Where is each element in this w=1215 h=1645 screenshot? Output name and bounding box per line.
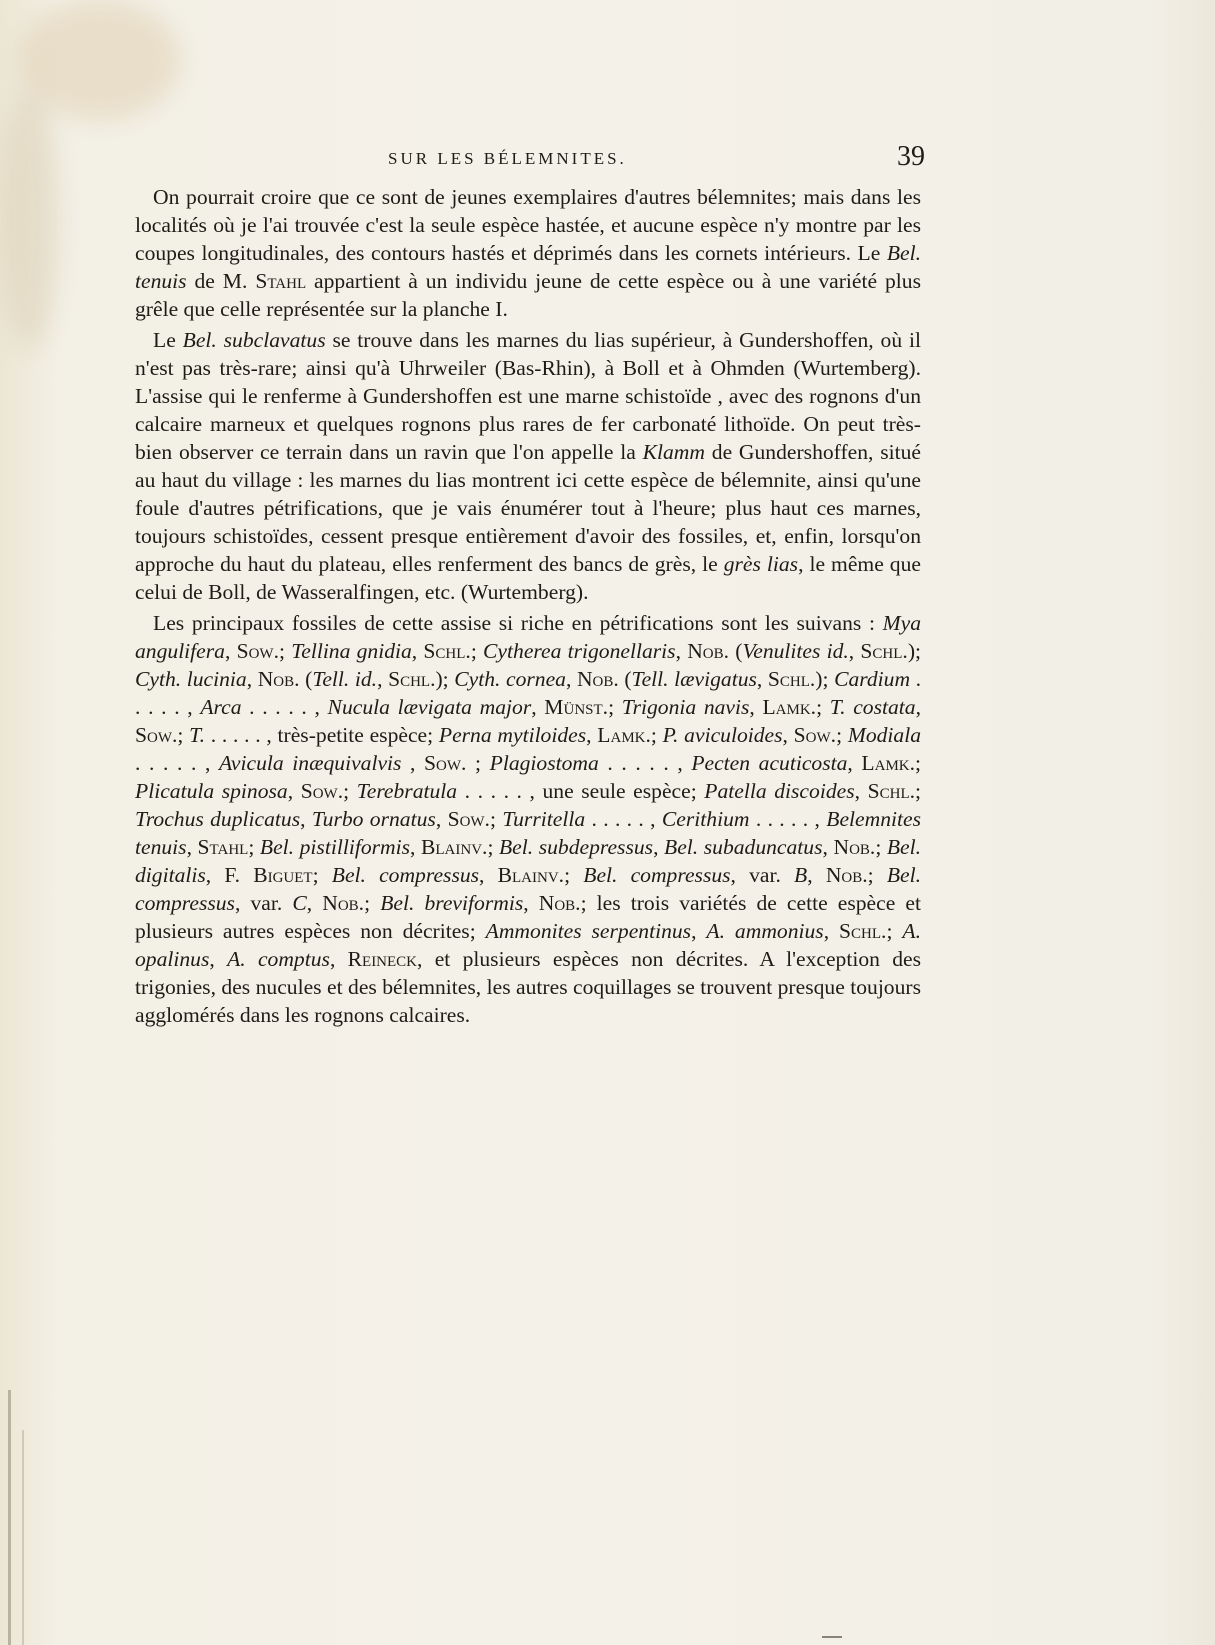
text-run: ; <box>364 891 381 915</box>
italic-run: Cerithium <box>661 807 750 831</box>
text-run: , <box>749 695 763 719</box>
binding-edge <box>22 1430 24 1645</box>
text-run: ; <box>487 835 499 859</box>
text-run: . . . . . , <box>585 807 662 831</box>
italic-run: Cyth. lucinia <box>135 667 247 691</box>
italic-run: Bel. subclavatus <box>182 328 326 352</box>
text-run: On pourrait croire que ce sont de jeunes exemplaires d'autres bélemnites; mais dans les localités où je l'ai trouvée c'est la seule espèce hastée, et aucune espèce n'y montre par les coupes longitudinales, des contours hastés et déprimés dans les cornets intérieurs. Le <box>135 185 921 265</box>
text-run: ; <box>875 835 887 859</box>
text-run: , <box>675 639 688 663</box>
text-run: , <box>847 751 862 775</box>
italic-run: Cardium <box>834 667 911 691</box>
italic-run: Plicatula spinosa <box>135 779 288 803</box>
text-run: , le même que celui de Boll, de Wasseralfingen, etc. (Wurtemberg). <box>135 552 921 604</box>
italic-run: Bel. tenuis <box>135 241 921 293</box>
italic-run: Arca <box>200 695 242 719</box>
italic-run: Bel. subdepressus <box>498 835 654 859</box>
italic-run: Bel. digitalis <box>135 835 922 887</box>
italic-run: Terebratula <box>356 779 458 803</box>
text-run: , <box>691 919 707 943</box>
text-run: ; <box>466 751 490 775</box>
text-run: , <box>756 667 768 691</box>
small-caps-run: Münst. <box>544 695 609 719</box>
italic-run: T. <box>189 723 205 747</box>
running-title: SUR LES BÉLEMNITES. <box>388 149 627 168</box>
text-run: ( <box>618 667 632 691</box>
italic-run: Turritella <box>502 807 586 831</box>
italic-run: Avicula inæquivalvis <box>218 751 402 775</box>
text-run: , <box>822 835 834 859</box>
small-caps-run: Nob. <box>825 863 868 887</box>
italic-run: Klamm <box>642 440 705 464</box>
small-caps-run: Schl. <box>767 667 816 691</box>
text-run: , <box>306 891 323 915</box>
small-caps-run: Schl. <box>860 639 908 663</box>
italic-run: Ammonites serpentinus <box>485 919 692 943</box>
text-run: ); <box>907 639 922 663</box>
text-run: , <box>401 751 425 775</box>
text-run: , <box>531 695 545 719</box>
italic-run: P. aviculoides <box>662 723 783 747</box>
text-run: de Gundershoffen, situé au haut du village : les marnes du lias montrent ici cette espèce de bélemnite, ainsi qu'une foule d'autres pétrifications, que je vais énumérer tout à l'heure; plus haut ces marnes, toujours schistoïdes, cessent presque entièrement d'avoir des fossiles, et, enfin, lorsqu'on approche du haut du plateau, elles renferment des bancs de grès, le <box>135 440 921 576</box>
small-caps-run: Sow. <box>424 751 467 775</box>
paragraph <box>135 609 921 1029</box>
text-run: appartient à un individu jeune de cette espèce ou à une variété plus grêle que celle représentée sur la planche I. <box>135 269 921 321</box>
text-run: se trouve dans les marnes du lias supérieur, à Gundershoffen, où il n'est pas très-rare; ainsi qu'à Uhrweiler (Bas-Rhin), à Boll et à Ohmden (Wurtemberg). L'assise qui le renferme à Gundershoffen est une marne schistoïde , avec des rognons d'un calcaire marneux et quelques rognons plus rares de fer carbonaté lithoïde. On peut très-bien observer ce terrain dans un ravin que l'on appelle la <box>135 328 921 464</box>
text-run: Le <box>153 328 183 352</box>
small-caps-run: Lamk. <box>762 695 817 719</box>
italic-run: C <box>292 891 307 915</box>
small-caps-run: Schl. <box>839 919 887 943</box>
italic-run: Plagiostoma <box>489 751 599 775</box>
text-run: , <box>411 639 424 663</box>
text-run: . . . . . , <box>598 751 692 775</box>
body-text <box>135 183 921 1029</box>
small-caps-run: Lamk. <box>861 751 916 775</box>
paragraph <box>135 326 921 606</box>
italic-run: B <box>794 863 808 887</box>
italic-run: Tellina gnidia <box>291 639 412 663</box>
italic-run: Tell. lævigatus <box>631 667 757 691</box>
text-run: ; <box>816 695 830 719</box>
text-run: , <box>435 807 448 831</box>
text-run: ; <box>343 779 357 803</box>
text-run: , <box>329 947 348 971</box>
italic-run: Bel. compressus <box>135 863 922 915</box>
text-run: , <box>854 779 868 803</box>
text-run: de M. <box>186 269 256 293</box>
italic-run: Bel. breviformis <box>380 891 524 915</box>
text-run: , <box>246 667 258 691</box>
italic-run: Venulites id. <box>742 639 849 663</box>
italic-run: Turbo ornatus <box>311 807 436 831</box>
small-caps-run: Sow. <box>447 807 490 831</box>
italic-run: Perna mytiloides <box>438 723 587 747</box>
text-run: ; les trois variétés de cette espèce et plusieurs autres espèces non décrites; <box>135 891 921 943</box>
italic-run: Bel. subaduncatus <box>664 835 823 859</box>
small-caps-run: Sow. <box>300 779 344 803</box>
small-caps-run: Schl. <box>388 667 436 691</box>
text-run: , var. <box>730 863 795 887</box>
text-run: , <box>586 723 598 747</box>
italic-run: Pecten acuticosta <box>691 751 848 775</box>
small-caps-run: Sow. <box>236 639 279 663</box>
italic-run: Bel. pistilliformis <box>259 835 411 859</box>
small-caps-run: Blainv. <box>497 863 565 887</box>
paragraph <box>135 183 921 323</box>
italic-run: T. costata <box>829 695 916 719</box>
text-run: Les principaux fossiles de cette assise si riche en pétrifications sont les suivans : <box>153 611 883 635</box>
text-run: ); <box>435 667 455 691</box>
text-run: ; <box>489 807 503 831</box>
text-run: . . . . . , <box>749 807 827 831</box>
text-run: ; <box>608 695 622 719</box>
text-run: ; <box>836 723 848 747</box>
text-run: , <box>186 835 198 859</box>
text-run: ( <box>299 667 313 691</box>
text-run: , <box>479 863 498 887</box>
text-run: , <box>410 835 421 859</box>
printer-mark <box>822 1636 842 1638</box>
text-run: ; <box>248 835 260 859</box>
text-run: , <box>209 947 228 971</box>
small-caps-run: Nob. <box>322 891 365 915</box>
italic-run: A. opalinus <box>135 919 921 971</box>
italic-run: A. ammonius <box>706 919 824 943</box>
text-run: , <box>377 667 389 691</box>
page-number: 39 <box>897 141 925 172</box>
text-run: , <box>823 919 840 943</box>
text-run: , <box>915 695 921 719</box>
text-run: ; <box>886 919 903 943</box>
small-caps-run: Blainv. <box>420 835 488 859</box>
small-caps-run: Biguet <box>253 863 313 887</box>
page-header <box>130 141 925 181</box>
text-run: , <box>224 639 237 663</box>
italic-run: Nucula lævigata major <box>327 695 532 719</box>
text-run: , <box>848 639 861 663</box>
italic-run: Modiala <box>847 723 922 747</box>
text-run: ; <box>564 863 584 887</box>
text-run: ; <box>279 639 292 663</box>
text-run: ; <box>470 639 484 663</box>
small-caps-run: Nob. <box>257 667 300 691</box>
text-run: . . . . . , <box>135 667 922 719</box>
text-run: ; <box>867 863 887 887</box>
italic-run: Cytherea trigonellaris <box>483 639 676 663</box>
text-run: , <box>300 807 312 831</box>
text-run: , <box>523 891 539 915</box>
italic-run: Tell. id. <box>312 667 378 691</box>
text-run: , <box>287 779 301 803</box>
text-run: . . . . . , <box>135 751 219 775</box>
text-run: ; <box>177 723 190 747</box>
text-run: , et plusieurs espèces non décrites. A l'exception des trigonies, des nucules et des bélemnites, les autres coquillages se trouvent presque toujours agglomérés dans les rognons calcaires. <box>135 947 921 1027</box>
text-run: , var. <box>234 891 293 915</box>
paper-stain <box>20 0 180 120</box>
text-run: ; <box>915 779 922 803</box>
italic-run: Trigonia navis <box>621 695 750 719</box>
text-run: , <box>782 723 794 747</box>
text-run: , <box>807 863 826 887</box>
small-caps-run: Stahl <box>197 835 249 859</box>
text-run: ; <box>915 751 922 775</box>
text-run: ); <box>815 667 835 691</box>
text-run: ; <box>650 723 663 747</box>
italic-run: Trochus duplicatus <box>135 807 301 831</box>
italic-run: grès lias <box>723 552 799 576</box>
small-caps-run: Schl. <box>423 639 471 663</box>
small-caps-run: Sow. <box>793 723 837 747</box>
text-run: ; <box>312 863 332 887</box>
text-run: ( <box>729 639 743 663</box>
small-caps-run: Reineck <box>347 947 418 971</box>
small-caps-run: Nob. <box>833 835 876 859</box>
text-run: . . . . . , <box>241 695 328 719</box>
text-run: . . . . . , une seule espèce; <box>457 779 705 803</box>
italic-run: Mya angulifera <box>135 611 921 663</box>
paper-stain <box>0 90 60 350</box>
text-run: , <box>565 667 577 691</box>
small-caps-run: Sow. <box>135 723 178 747</box>
small-caps-run: Nob. <box>576 667 619 691</box>
italic-run: Cyth. cornea <box>454 667 566 691</box>
italic-run: Bel. compressus <box>583 863 731 887</box>
italic-run: A. comptus <box>227 947 330 971</box>
italic-run: Bel. compressus <box>331 863 480 887</box>
small-caps-run: Stahl <box>255 269 307 293</box>
text-run: , <box>653 835 665 859</box>
small-caps-run: Schl. <box>867 779 916 803</box>
small-caps-run: Nob. <box>687 639 730 663</box>
italic-run: Belemnites tenuis <box>135 807 922 859</box>
small-caps-run: Nob. <box>538 891 581 915</box>
text-run: , F. <box>205 863 254 887</box>
text-run: . . . . . , très-petite espèce; <box>204 723 439 747</box>
italic-run: Patella discoides <box>704 779 855 803</box>
small-caps-run: Lamk. <box>597 723 651 747</box>
binding-edge <box>8 1390 11 1645</box>
